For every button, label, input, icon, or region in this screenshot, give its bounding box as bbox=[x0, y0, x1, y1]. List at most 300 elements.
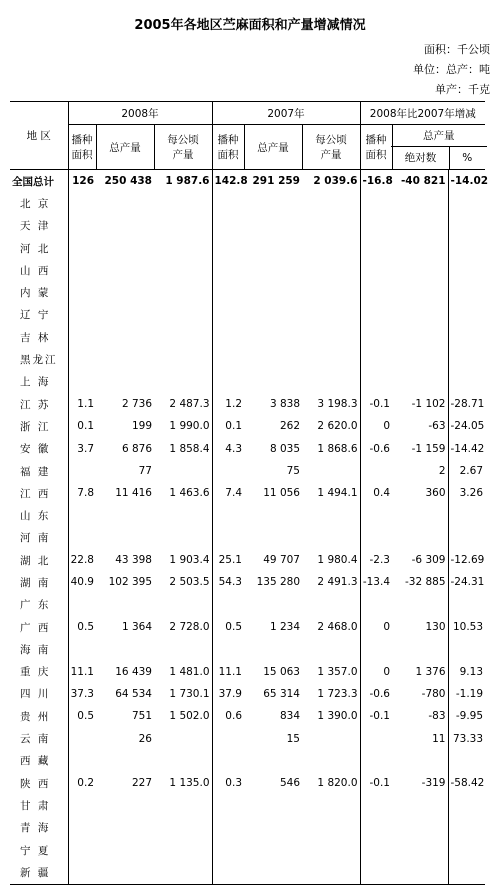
cell-y07: 1 868.6 bbox=[317, 442, 358, 455]
cell-da bbox=[360, 750, 392, 772]
cell-y08: 1 730.1 bbox=[169, 687, 210, 700]
cell-a07 bbox=[212, 326, 244, 348]
cell-t08: 2 736 bbox=[121, 398, 152, 411]
cell-a07 bbox=[212, 638, 244, 660]
cell-t07 bbox=[244, 817, 302, 839]
table-row bbox=[10, 794, 485, 816]
cell-da bbox=[360, 281, 392, 303]
cell-a07: 0.6 bbox=[212, 705, 244, 727]
cell-a08: 126 bbox=[68, 170, 96, 193]
cell-t07 bbox=[244, 371, 302, 393]
cell-t08 bbox=[96, 839, 154, 861]
cell-t07 bbox=[244, 638, 302, 660]
cell-a08 bbox=[68, 839, 96, 861]
table-row bbox=[10, 549, 485, 571]
header-yield-2008: 每公顷 产量 bbox=[154, 125, 212, 170]
cell-y07: 2 620.0 bbox=[317, 420, 358, 433]
cell-y08 bbox=[154, 817, 212, 839]
cell-t08 bbox=[96, 192, 154, 214]
cell-a08: 0.5 bbox=[68, 616, 96, 638]
header-total-change bbox=[392, 125, 485, 170]
cell-dt bbox=[392, 594, 448, 616]
cell-a08: 0.2 bbox=[68, 772, 96, 794]
cell-t08: 64 534 bbox=[115, 687, 152, 700]
cell-a07 bbox=[212, 237, 244, 259]
cell-da: -16.8 bbox=[360, 170, 392, 193]
cell-a08: 1.1 bbox=[68, 393, 96, 415]
cell-dp: -28.71 bbox=[448, 393, 485, 415]
cell-t08 bbox=[96, 794, 154, 816]
table-body bbox=[10, 170, 489, 885]
cell-y08 bbox=[154, 326, 212, 348]
cell-t07 bbox=[244, 527, 302, 549]
cell-dt bbox=[392, 259, 448, 281]
cell-y07: 1 357.0 bbox=[317, 665, 358, 678]
region-cell: 山 西 bbox=[20, 264, 51, 277]
header-pct: % bbox=[449, 147, 486, 169]
cell-dt: -32 885 bbox=[404, 576, 446, 589]
cell-t07: 75 bbox=[286, 465, 300, 477]
cell-dt: -319 bbox=[421, 777, 446, 790]
cell-da bbox=[360, 861, 392, 884]
cell-y07: 1 723.3 bbox=[317, 687, 358, 700]
table-row bbox=[10, 727, 485, 749]
unit-total: 单位：总产：吨 bbox=[413, 63, 490, 76]
cell-t08 bbox=[96, 527, 154, 549]
cell-y07 bbox=[302, 794, 360, 816]
cell-t07: 262 bbox=[279, 420, 300, 433]
header-total-change-label: 总产量 bbox=[391, 126, 488, 147]
cell-t08 bbox=[96, 237, 154, 259]
cell-y08: 1 903.4 bbox=[169, 554, 210, 567]
cell-da: 0 bbox=[360, 661, 392, 683]
cell-dt: -1 159 bbox=[411, 442, 446, 455]
cell-y07: 1 980.4 bbox=[317, 554, 358, 567]
cell-dp bbox=[448, 304, 485, 326]
cell-y08 bbox=[154, 371, 212, 393]
cell-a07: 7.4 bbox=[212, 482, 244, 504]
cell-t08: 6 876 bbox=[121, 442, 152, 455]
region-cell: 湖 南 bbox=[20, 576, 51, 589]
cell-dt: -40 821 bbox=[400, 175, 446, 188]
cell-a08 bbox=[68, 794, 96, 816]
region-cell: 北 京 bbox=[20, 197, 51, 210]
cell-t08: 77 bbox=[138, 465, 152, 477]
cell-t07 bbox=[244, 794, 302, 816]
region-cell: 上 海 bbox=[20, 376, 51, 389]
table-row bbox=[10, 661, 485, 683]
cell-y08: 1 463.6 bbox=[169, 487, 210, 500]
cell-dp bbox=[448, 594, 485, 616]
cell-dt: 130 bbox=[425, 621, 446, 634]
cell-a08 bbox=[68, 594, 96, 616]
cell-y08: 1 990.0 bbox=[169, 420, 210, 433]
cell-dt: -83 bbox=[428, 710, 446, 723]
cell-dt: -63 bbox=[428, 420, 446, 433]
cell-dt bbox=[392, 281, 448, 303]
cell-dp bbox=[448, 326, 485, 348]
table-row bbox=[10, 638, 485, 660]
cell-a08 bbox=[68, 259, 96, 281]
table-row bbox=[10, 594, 485, 616]
table-row bbox=[10, 348, 485, 370]
cell-a08 bbox=[68, 371, 96, 393]
region-cell: 西 藏 bbox=[20, 755, 51, 768]
cell-y07 bbox=[302, 817, 360, 839]
cell-a07 bbox=[212, 594, 244, 616]
cell-y07 bbox=[302, 326, 360, 348]
cell-t07: 3 838 bbox=[269, 398, 300, 411]
cell-y07 bbox=[302, 281, 360, 303]
cell-dt: 11 bbox=[432, 732, 446, 745]
table-row bbox=[10, 438, 485, 460]
cell-dt bbox=[392, 817, 448, 839]
cell-a08 bbox=[68, 817, 96, 839]
cell-dt bbox=[392, 750, 448, 772]
cell-t08: 16 439 bbox=[115, 665, 152, 678]
cell-a07 bbox=[212, 215, 244, 237]
cell-da bbox=[360, 348, 392, 370]
cell-a07 bbox=[212, 371, 244, 393]
cell-t07 bbox=[244, 215, 302, 237]
table-row bbox=[10, 705, 485, 727]
table-row bbox=[10, 616, 485, 638]
cell-t07 bbox=[244, 237, 302, 259]
cell-a08 bbox=[68, 727, 96, 749]
cell-dp bbox=[448, 259, 485, 281]
cell-dp bbox=[448, 861, 485, 884]
cell-da bbox=[360, 215, 392, 237]
table-row bbox=[10, 393, 485, 415]
cell-dp bbox=[448, 527, 485, 549]
cell-a07 bbox=[212, 348, 244, 370]
region-cell: 重 庆 bbox=[20, 666, 51, 679]
region-cell: 黑龙江 bbox=[20, 354, 58, 367]
cell-y07 bbox=[302, 727, 360, 749]
cell-y08 bbox=[154, 460, 212, 482]
cell-t08: 43 398 bbox=[115, 554, 152, 567]
region-cell: 广 西 bbox=[20, 621, 51, 634]
cell-da bbox=[360, 594, 392, 616]
cell-da: -0.6 bbox=[360, 438, 392, 460]
cell-a08 bbox=[68, 527, 96, 549]
cell-da: 0 bbox=[360, 415, 392, 437]
cell-y07 bbox=[302, 259, 360, 281]
cell-dp: 2.67 bbox=[448, 460, 485, 482]
cell-da bbox=[360, 371, 392, 393]
cell-dp: 10.53 bbox=[448, 616, 485, 638]
header-region: 地 区 bbox=[10, 102, 68, 170]
unit-area: 面积：千公顷 bbox=[424, 43, 490, 56]
cell-dp bbox=[448, 237, 485, 259]
cell-y07 bbox=[302, 371, 360, 393]
cell-t07: 291 259 bbox=[252, 175, 300, 188]
cell-t08 bbox=[96, 371, 154, 393]
cell-da bbox=[360, 259, 392, 281]
cell-dp bbox=[448, 215, 485, 237]
cell-a08 bbox=[68, 861, 96, 884]
cell-a07: 4.3 bbox=[212, 438, 244, 460]
region-cell: 宁 夏 bbox=[20, 844, 51, 857]
table-row bbox=[10, 460, 485, 482]
header-sow-area-change: 播种 面积 bbox=[360, 125, 392, 170]
cell-t07 bbox=[244, 326, 302, 348]
cell-a08 bbox=[68, 304, 96, 326]
cell-da bbox=[360, 839, 392, 861]
cell-y08 bbox=[154, 281, 212, 303]
cell-dp bbox=[448, 192, 485, 214]
cell-a08 bbox=[68, 215, 96, 237]
cell-y07: 1 390.0 bbox=[317, 710, 358, 723]
cell-y08 bbox=[154, 861, 212, 884]
cell-t08 bbox=[96, 215, 154, 237]
cell-dt bbox=[392, 304, 448, 326]
cell-t08: 102 395 bbox=[108, 576, 152, 589]
cell-t08: 26 bbox=[138, 732, 152, 745]
cell-a07 bbox=[212, 861, 244, 884]
cell-y08 bbox=[154, 638, 212, 660]
region-cell: 内 蒙 bbox=[20, 287, 51, 300]
region-cell: 山 东 bbox=[20, 510, 51, 523]
cell-dt bbox=[392, 348, 448, 370]
cell-da: -2.3 bbox=[360, 549, 392, 571]
cell-dt: -1 102 bbox=[411, 398, 446, 411]
cell-t07 bbox=[244, 281, 302, 303]
table-row bbox=[10, 817, 485, 839]
cell-a08: 7.8 bbox=[68, 482, 96, 504]
cell-y08 bbox=[154, 215, 212, 237]
cell-y08 bbox=[154, 794, 212, 816]
table-row bbox=[10, 839, 485, 861]
cell-da bbox=[360, 527, 392, 549]
cell-y08: 1 987.6 bbox=[165, 175, 210, 188]
cell-y08 bbox=[154, 237, 212, 259]
cell-a08 bbox=[68, 326, 96, 348]
cell-da bbox=[360, 326, 392, 348]
cell-da bbox=[360, 817, 392, 839]
region-cell: 青 海 bbox=[20, 822, 51, 835]
header-abs: 绝对数 bbox=[404, 151, 437, 164]
cell-da: 0.4 bbox=[360, 482, 392, 504]
cell-a08 bbox=[68, 348, 96, 370]
table-row bbox=[10, 683, 485, 705]
cell-t07 bbox=[244, 861, 302, 884]
cell-t07: 834 bbox=[279, 710, 300, 723]
cell-a08 bbox=[68, 237, 96, 259]
region-cell: 天 津 bbox=[20, 220, 51, 233]
header-total-2008: 总产量 bbox=[96, 125, 154, 170]
table-row bbox=[10, 259, 485, 281]
cell-a07: 0.5 bbox=[212, 616, 244, 638]
cell-y08 bbox=[154, 348, 212, 370]
cell-dp: -14.42 bbox=[448, 438, 485, 460]
table-row bbox=[10, 482, 485, 504]
table-row bbox=[10, 415, 485, 437]
region-cell: 甘 肃 bbox=[20, 799, 51, 812]
region-cell: 广 东 bbox=[20, 599, 51, 612]
cell-a07 bbox=[212, 192, 244, 214]
cell-t08 bbox=[96, 750, 154, 772]
cell-dt: -780 bbox=[421, 687, 446, 700]
cell-t08 bbox=[96, 504, 154, 526]
cell-a08 bbox=[68, 460, 96, 482]
cell-dp: -24.05 bbox=[448, 415, 485, 437]
region-cell: 四 川 bbox=[20, 688, 51, 701]
table-row bbox=[10, 192, 485, 214]
cell-t08: 751 bbox=[131, 710, 152, 723]
table-row bbox=[10, 772, 485, 794]
cell-dp: -14.02 bbox=[448, 170, 485, 193]
cell-t07: 11 056 bbox=[263, 487, 300, 500]
cell-da bbox=[360, 727, 392, 749]
header-2008: 2008年 bbox=[68, 102, 212, 125]
cell-dp: 3.26 bbox=[448, 482, 485, 504]
cell-da bbox=[360, 304, 392, 326]
table-row bbox=[10, 527, 485, 549]
cell-da: -0.6 bbox=[360, 683, 392, 705]
cell-t07: 8 035 bbox=[269, 442, 300, 455]
cell-y07 bbox=[302, 192, 360, 214]
cell-dt: -6 309 bbox=[411, 554, 446, 567]
region-cell: 陕 西 bbox=[20, 777, 51, 790]
cell-t07: 15 063 bbox=[263, 665, 300, 678]
cell-y08 bbox=[154, 504, 212, 526]
cell-y08 bbox=[154, 727, 212, 749]
region-cell: 云 南 bbox=[20, 733, 51, 746]
cell-dt bbox=[392, 794, 448, 816]
cell-a08: 3.7 bbox=[68, 438, 96, 460]
cell-t08 bbox=[96, 594, 154, 616]
cell-dp: -24.31 bbox=[448, 571, 485, 593]
cell-da: -0.1 bbox=[360, 705, 392, 727]
cell-t08 bbox=[96, 304, 154, 326]
cell-y07: 1 820.0 bbox=[317, 777, 358, 790]
cell-a08: 0.1 bbox=[68, 415, 96, 437]
cell-da: 0 bbox=[360, 616, 392, 638]
cell-a07: 0.3 bbox=[212, 772, 244, 794]
cell-dp bbox=[448, 281, 485, 303]
cell-a07 bbox=[212, 839, 244, 861]
cell-t07 bbox=[244, 192, 302, 214]
cell-t08 bbox=[96, 259, 154, 281]
cell-dp: 9.13 bbox=[448, 661, 485, 683]
region-cell: 全国总计 bbox=[12, 175, 54, 188]
cell-y08 bbox=[154, 192, 212, 214]
cell-a07 bbox=[212, 727, 244, 749]
cell-dt bbox=[392, 527, 448, 549]
cell-a07: 0.1 bbox=[212, 415, 244, 437]
region-cell: 江 苏 bbox=[20, 398, 51, 411]
cell-t07: 49 707 bbox=[263, 554, 300, 567]
cell-dp bbox=[448, 794, 485, 816]
header-sow-area-2008: 播种 面积 bbox=[68, 125, 96, 170]
cell-a08 bbox=[68, 638, 96, 660]
cell-t08 bbox=[96, 348, 154, 370]
region-cell: 湖 北 bbox=[20, 554, 51, 567]
cell-y07: 2 491.3 bbox=[317, 576, 358, 589]
cell-y08: 1 858.4 bbox=[169, 442, 210, 455]
cell-y07 bbox=[302, 304, 360, 326]
cell-a08 bbox=[68, 192, 96, 214]
cell-a07 bbox=[212, 281, 244, 303]
cell-dp bbox=[448, 638, 485, 660]
cell-y07: 2 468.0 bbox=[317, 621, 358, 634]
cell-a07: 25.1 bbox=[212, 549, 244, 571]
cell-da bbox=[360, 192, 392, 214]
cell-da: -13.4 bbox=[360, 571, 392, 593]
cell-dt bbox=[392, 192, 448, 214]
cell-a07 bbox=[212, 750, 244, 772]
cell-t08 bbox=[96, 281, 154, 303]
region-cell: 吉 林 bbox=[20, 331, 51, 344]
cell-y08: 2 487.3 bbox=[169, 398, 210, 411]
cell-y07 bbox=[302, 215, 360, 237]
cell-t08: 199 bbox=[131, 420, 152, 433]
cell-y08 bbox=[154, 594, 212, 616]
cell-t07: 1 234 bbox=[269, 621, 300, 634]
cell-dp bbox=[448, 839, 485, 861]
cell-y07: 3 198.3 bbox=[317, 398, 358, 411]
cell-dp bbox=[448, 817, 485, 839]
cell-t07: 65 314 bbox=[263, 687, 300, 700]
region-cell: 新 疆 bbox=[10, 861, 68, 884]
table-row bbox=[10, 215, 485, 237]
cell-t07: 15 bbox=[286, 732, 300, 745]
cell-dp: -1.19 bbox=[448, 683, 485, 705]
cell-dp: -58.42 bbox=[448, 772, 485, 794]
header-yield-2007: 每公顷 产量 bbox=[302, 125, 360, 170]
table-row bbox=[10, 861, 485, 884]
cell-a08 bbox=[68, 281, 96, 303]
cell-t07 bbox=[244, 259, 302, 281]
cell-y07 bbox=[302, 638, 360, 660]
region-cell: 河 北 bbox=[20, 242, 51, 255]
header-sow-area-2007: 播种 面积 bbox=[212, 125, 244, 170]
header-2007: 2007年 bbox=[212, 102, 360, 125]
table-row bbox=[10, 304, 485, 326]
cell-t07 bbox=[244, 304, 302, 326]
cell-y07 bbox=[302, 527, 360, 549]
cell-y07: 2 039.6 bbox=[313, 175, 358, 188]
cell-dt bbox=[392, 504, 448, 526]
cell-a07 bbox=[212, 304, 244, 326]
cell-t08 bbox=[96, 817, 154, 839]
cell-dp bbox=[448, 348, 485, 370]
cell-y08 bbox=[154, 259, 212, 281]
cell-a07 bbox=[212, 259, 244, 281]
cell-dt bbox=[392, 326, 448, 348]
region-cell: 辽 宁 bbox=[20, 309, 51, 322]
cell-y07 bbox=[302, 460, 360, 482]
cell-t08: 250 438 bbox=[104, 175, 152, 188]
cell-y07 bbox=[302, 750, 360, 772]
cell-a08 bbox=[68, 504, 96, 526]
cell-a07 bbox=[212, 794, 244, 816]
region-cell: 福 建 bbox=[20, 465, 51, 478]
cell-t07: 135 280 bbox=[256, 576, 300, 589]
cell-a08 bbox=[68, 750, 96, 772]
cell-y08 bbox=[154, 527, 212, 549]
cell-a07: 37.9 bbox=[212, 683, 244, 705]
cell-y08: 2 503.5 bbox=[169, 576, 210, 589]
cell-dp: -9.95 bbox=[448, 705, 485, 727]
cell-dt bbox=[392, 861, 448, 884]
cell-dp: 73.33 bbox=[448, 727, 485, 749]
cell-dt bbox=[392, 638, 448, 660]
cell-a07: 142.8 bbox=[212, 170, 244, 193]
region-cell: 江 西 bbox=[20, 487, 51, 500]
cell-t08 bbox=[96, 638, 154, 660]
